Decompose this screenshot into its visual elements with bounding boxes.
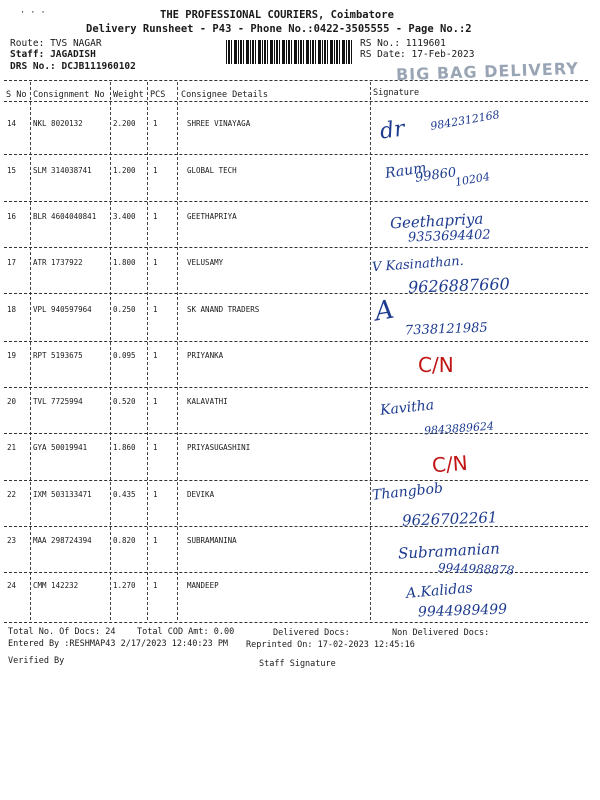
col-divider-1 — [30, 82, 31, 620]
row-weight: 3.400 — [113, 212, 136, 221]
rs-no-value: 1119601 — [405, 38, 446, 49]
phone-15a: 99860 — [414, 165, 458, 186]
phone-15b: 10204 — [454, 170, 491, 189]
route-value: TVS NAGAR — [50, 38, 102, 49]
row-pcs: 1 — [153, 258, 158, 267]
reprinted-on: Reprinted On: 17-02-2023 12:45:16 — [246, 640, 415, 650]
row-consignment: VPL 940597964 — [33, 305, 92, 314]
row-weight: 1.270 — [113, 581, 136, 590]
signature-24: A.Kalidas — [405, 580, 474, 602]
table-top-rule — [4, 80, 588, 81]
phone-20: 9843889624 — [423, 419, 495, 438]
row-consignment: BLR 4604040841 — [33, 212, 97, 221]
row-pcs: 1 — [153, 536, 158, 545]
rs-date-label: RS Date: — [360, 49, 406, 60]
row-sno: 23 — [7, 536, 17, 545]
phone-18: 7338121985 — [404, 320, 488, 339]
row-consignee: GEETHAPRIYA — [187, 212, 237, 221]
row-consignment: RPT 5193675 — [33, 351, 83, 360]
barcode — [226, 40, 352, 64]
signature-23: Subramanian — [397, 539, 501, 563]
cn-mark-21: C/N — [431, 450, 469, 478]
row-consignee: SHREE VINAYAGA — [187, 119, 251, 128]
phone-14: 9842312168 — [429, 108, 501, 133]
row-consignment: SLM 314038741 — [33, 166, 92, 175]
row-sno: 22 — [7, 490, 17, 499]
header-dots: · · · — [20, 8, 46, 18]
phone-16: 9353694402 — [407, 227, 491, 246]
signature-16: Geethapriya — [389, 209, 484, 233]
row-sno: 14 — [7, 119, 17, 128]
col-sno: S No — [6, 90, 27, 100]
row-consignee: VELUSAMY — [187, 258, 224, 267]
staff-value: JAGADISH — [50, 49, 96, 60]
total-cod-amount: Total COD Amt: 0.00 — [137, 627, 235, 637]
row-rule — [4, 154, 588, 155]
company-title: THE PROFESSIONAL COURIERS, Coimbatore — [160, 9, 394, 21]
row-sno: 24 — [7, 581, 17, 590]
row-sno: 21 — [7, 443, 17, 452]
signature-22: Thangbob — [371, 480, 444, 504]
row-consignee: SK ANAND TRADERS — [187, 305, 260, 314]
row-weight: 0.250 — [113, 305, 136, 314]
drs-label-text: DRS No.: — [10, 61, 56, 72]
row-sno: 18 — [7, 305, 17, 314]
rs-date-value: 17-Feb-2023 — [411, 49, 475, 60]
rs-no-label: RS No.: — [360, 38, 401, 49]
row-consignment: GYA 50019941 — [33, 443, 88, 452]
phone-22: 9626702261 — [401, 508, 498, 530]
row-sno: 17 — [7, 258, 17, 267]
row-pcs: 1 — [153, 166, 158, 175]
entered-by: Entered By :RESHMAP43 2/17/2023 12:40:23 PM — [8, 639, 229, 649]
row-sno: 19 — [7, 351, 17, 360]
staff-label-text: Staff: — [10, 49, 45, 60]
staff-signature: Staff Signature — [259, 659, 336, 669]
row-pcs: 1 — [153, 119, 158, 128]
row-rule — [4, 526, 588, 527]
row-consignee: SUBRAMANINA — [187, 536, 237, 545]
col-consignee: Consignee Details — [181, 90, 268, 100]
drs-label — [10, 61, 136, 72]
row-rule — [4, 341, 588, 342]
phone-23: 9944988878 — [437, 560, 515, 578]
phone-24: 9944989499 — [417, 601, 508, 621]
col-divider-5 — [370, 82, 371, 620]
drs-value: DCJB111960102 — [61, 61, 136, 72]
row-weight: 0.820 — [113, 536, 136, 545]
rs-date — [360, 49, 474, 60]
row-rule — [4, 201, 588, 202]
col-weight: Weight — [113, 90, 144, 100]
runsheet-title: Delivery Runsheet - P43 - Phone No.:0422-3505555 - Page No.:2 — [86, 23, 472, 35]
non-delivered-docs: Non Delivered Docs: — [392, 628, 490, 638]
delivered-docs: Delivered Docs: — [273, 628, 350, 638]
big-bag-delivery-stamp: BIG BAG DELIVERY — [395, 58, 580, 85]
row-pcs: 1 — [153, 351, 158, 360]
col-signature: Signature — [373, 88, 420, 98]
signature-20: Kavitha — [379, 397, 435, 419]
row-pcs: 1 — [153, 397, 158, 406]
staff-label — [10, 49, 96, 60]
row-rule — [4, 247, 588, 248]
row-consignee: MANDEEP — [187, 581, 219, 590]
row-weight: 0.095 — [113, 351, 136, 360]
row-consignee: KALAVATHI — [187, 397, 228, 406]
row-consignment: TVL 7725994 — [33, 397, 83, 406]
row-rule — [4, 433, 588, 434]
row-consignment: IXM 503133471 — [33, 490, 92, 499]
row-weight: 1.860 — [113, 443, 136, 452]
col-divider-2 — [110, 82, 111, 620]
row-consignee: DEVIKA — [187, 490, 215, 499]
row-pcs: 1 — [153, 305, 158, 314]
row-weight: 0.520 — [113, 397, 136, 406]
row-sno: 16 — [7, 212, 17, 221]
row-consignment: ATR 1737922 — [33, 258, 83, 267]
col-divider-4 — [177, 82, 178, 620]
signature-15: Raum — [384, 160, 428, 182]
table-header-rule — [4, 101, 588, 102]
total-docs: Total No. Of Docs: 24 — [8, 627, 116, 637]
row-pcs: 1 — [153, 490, 158, 499]
cn-mark-19: C/N — [418, 353, 454, 377]
signature-17: V Kasinathan. — [371, 253, 465, 276]
row-consignee: PRIYASUGASHINI — [187, 443, 251, 452]
signature-14: dr — [378, 116, 407, 145]
col-consignment: Consignment No — [33, 90, 105, 100]
row-sno: 20 — [7, 397, 17, 406]
row-rule — [4, 387, 588, 388]
row-pcs: 1 — [153, 443, 158, 452]
row-pcs: 1 — [153, 581, 158, 590]
row-consignee: GLOBAL TECH — [187, 166, 237, 175]
signature-18: A — [372, 294, 397, 328]
row-consignment: CMM 142232 — [33, 581, 79, 590]
row-rule — [4, 480, 588, 481]
rs-no — [360, 38, 446, 49]
col-divider-3 — [147, 82, 148, 620]
row-consignee: PRIYANKA — [187, 351, 224, 360]
route-label — [10, 38, 102, 49]
route-label-text: Route: — [10, 38, 45, 49]
phone-17: 9626887660 — [407, 274, 511, 297]
table-bottom-rule — [4, 622, 588, 623]
row-consignment: NKL 8020132 — [33, 119, 83, 128]
row-weight: 1.200 — [113, 166, 136, 175]
verified-by: Verified By — [8, 656, 65, 666]
row-weight: 0.435 — [113, 490, 136, 499]
row-consignment: MAA 298724394 — [33, 536, 92, 545]
row-weight: 2.200 — [113, 119, 136, 128]
col-pcs: PCS — [150, 90, 166, 100]
row-sno: 15 — [7, 166, 17, 175]
row-pcs: 1 — [153, 212, 158, 221]
row-weight: 1.800 — [113, 258, 136, 267]
